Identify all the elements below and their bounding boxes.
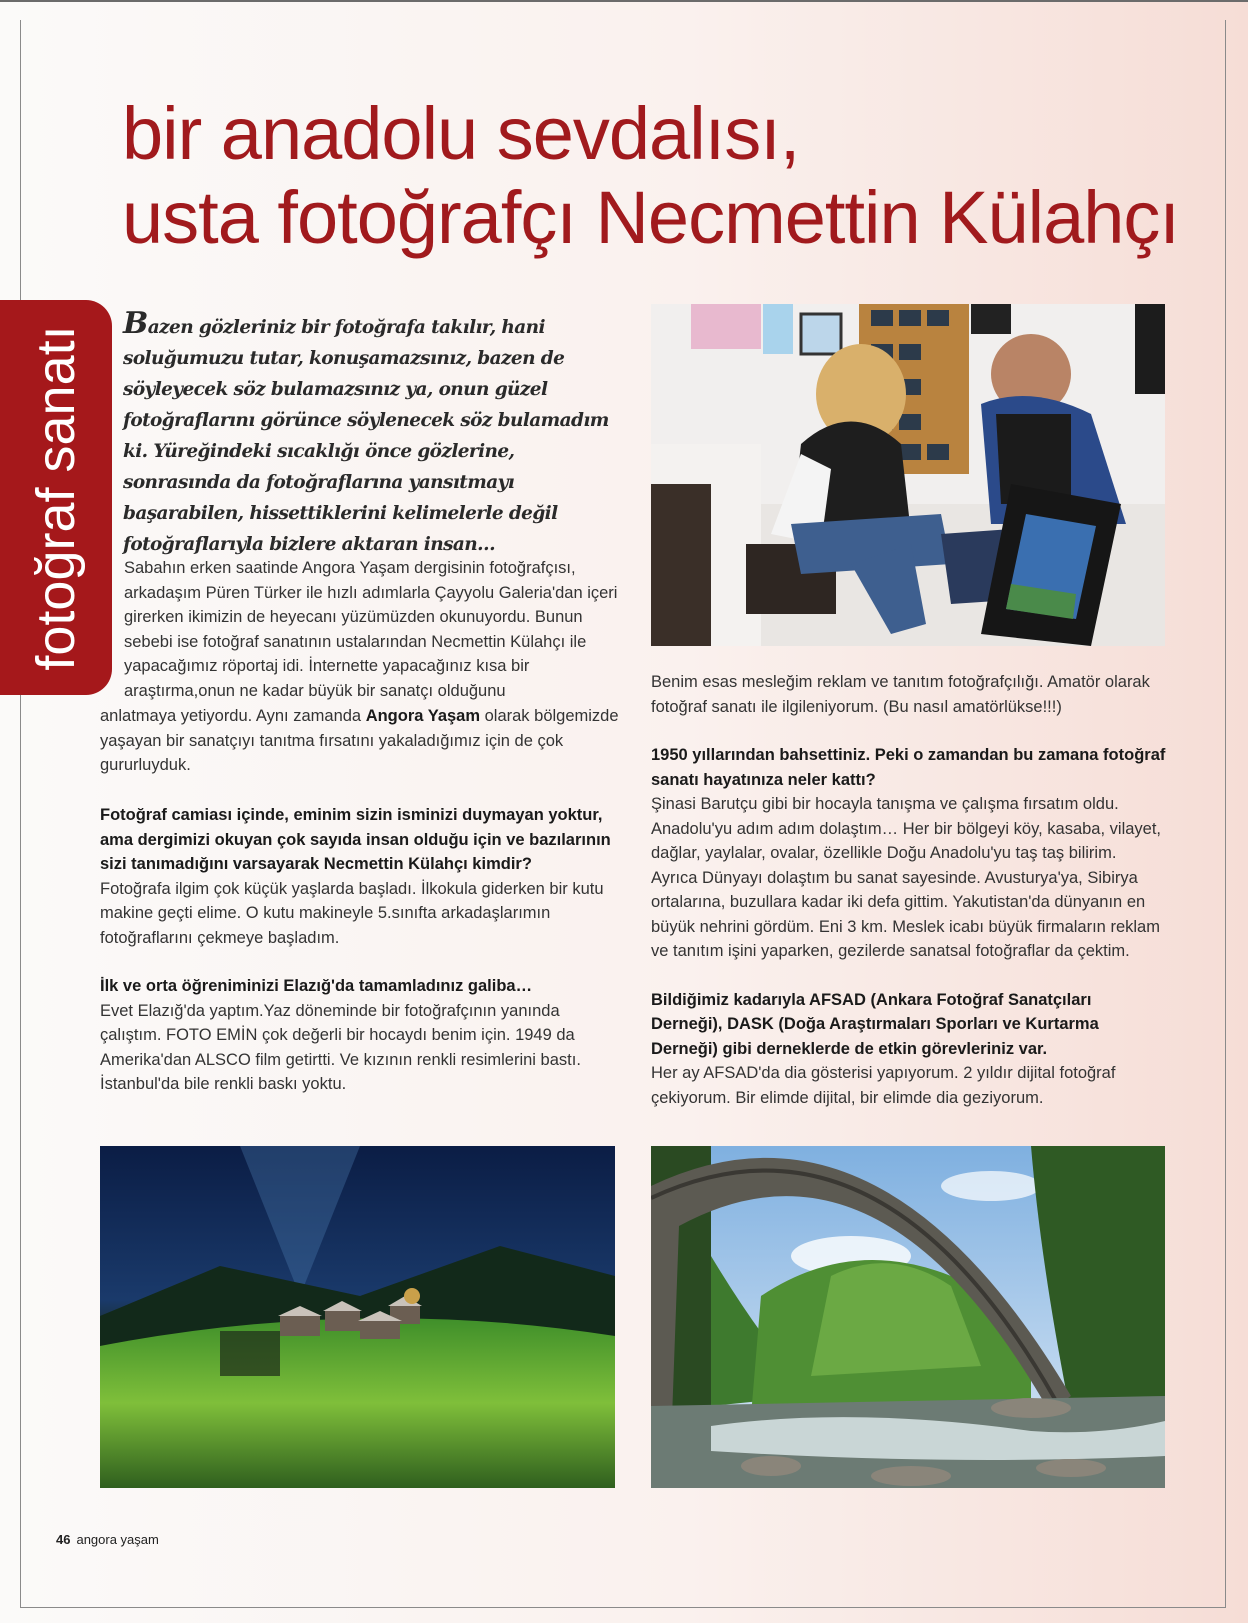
answer-2: Evet Elazığ'da yaptım.Yaz döneminde bir fotoğrafçının yanında çalıştım. FOTO EMİN çok değerli bir hocaydı benim için. 1949 da Amerika'dan ALSCO film getirtti. Ve kızının renkli resimlerini bastı. İstanbul'da bile renkli baskı yoktu. [100,1001,581,1093]
article-title [122,92,1222,260]
lead-dropcap: B [123,306,148,341]
left-column-interview [100,803,620,1097]
title-line-2: usta fotoğrafçı Necmettin Külahçı [122,176,1179,259]
interview-photo [651,304,1165,646]
intro-paragraph-part2 [100,704,620,778]
answer-3: Şinasi Barutçu gibi bir hocayla tanışma ve çalışma fırsatım oldu. Anadolu'yu adım adım dolaştım… Her bir bölgeyi köy, kasaba, vilayet, dağlar, yaylalar, ovalar, özellikle Doğu Anadolu'yu taş taş bilirim. Ayrıca Dünyayı dolaştım bu sanat sayesinde. Avusturya'ya, Sibirya ortalarına, buzullara kadar iki defa gittim. Yakutistan'da dünyanın en büyük nehrini gördüm. Eni 3 km. Meslek icabı büyük firmaların reklam ve tanıtım işini yaparken, gezilerde sanatsal fotoğraflar da çektim. [651,795,1162,960]
intro-paragraph-part1: Sabahın erken saatinde Angora Yaşam dergisinin fotoğrafçısı, arkadaşım Püren Türker ile hızlı adımlarla Çayyolu Galeria'dan içeri girerken ikimizin de heyecanı yüzümüzden okunuyordu. Bunun sebebi ise fotoğraf sanatının ustalarından Necmettin Külahçı ile yapacağımız röportaj idi. İnternette yapacağınız kısa bir araştırma,onun ne kadar büyük bir sanatçı olduğunu [124,559,618,700]
lead-text: azen gözleriniz bir fotoğrafa takılır, hani soluğumuzu tutar, konuşamazsınız, bazen de söyleyecek söz bulamazsınız ya, onun güzel fotoğraflarını görünce söylenecek söz bulamadım ki. Yüreğindeki sıcaklığı önce gözlerine, sonrasında da fotoğraflarına yansıtmayı başarabilen, hissettiklerini kelimelerle değil fotoğraflarıyla bizlere aktaran insan… [123,317,609,555]
answer-4: Her ay AFSAD'da dia gösterisi yapıyorum. 2 yıldır dijital fotoğraf çekiyorum. Bir elimde dijital, bir elimde dia geziyorum. [651,1064,1116,1107]
section-tab-label: fotoğraf sanatı [26,325,86,671]
question-3: 1950 yıllarından bahsettiniz. Peki o zamandan bu zamana fotoğraf sanatı hayatınıza neler kattı? [651,746,1166,789]
lead-paragraph [123,308,616,560]
right-intro-answer: Benim esas mesleğim reklam ve tanıtım fotoğrafçılığı. Amatör olarak fotoğraf sanatı ile ilgileniyorum. (Bu nasıl amatörlükse!!!) [651,673,1150,716]
magazine-name: angora yaşam [76,1532,159,1547]
page-top-rule [0,0,1248,2]
intro-part2-end: olarak bölgemizde yaşayan bir sanatçıyı tanıtma fırsatını yakaladığımız için de çok gururluyduk. [100,707,619,774]
intro-part2-start: anlatmaya yetiyordu. Aynı zamanda [100,707,366,725]
answer-1: Fotoğrafa ilgim çok küçük yaşlarda başladı. İlkokula giderken bir kutu makine geçti elime. O kutu makineyle 5.sınıfta arkadaşlarımın fotoğraflarını çekmeye başladım. [100,879,604,947]
page-number: 46 [56,1532,71,1547]
question-2: İlk ve orta öğreniminizi Elazığ'da tamamladınız galiba… [100,977,533,995]
intro-magazine-name: Angora Yaşam [365,707,481,725]
section-tab [0,300,112,695]
question-4: Bildiğimiz kadarıyla AFSAD (Ankara Fotoğraf Sanatçıları Derneği), DASK (Doğa Araştırmaları Sporları ve Kurtarma Derneği) gibi derneklerde de etkin görevleriniz var. [651,990,1099,1058]
page-footer [56,1532,159,1547]
question-1: Fotoğraf camiası içinde, eminim sizin isminizi duymayan yoktur, ama dergimizi okuyan çok sayıda insan olduğu için ve bazılarının sizi tanımadığını varsayarak Necmettin Külahçı kimdir? [100,806,611,873]
title-line-1: bir anadolu sevdalısı, [122,92,800,175]
valley-landscape-photo [100,1146,615,1488]
right-column-interview [651,670,1166,1110]
stone-bridge-photo [651,1146,1165,1488]
